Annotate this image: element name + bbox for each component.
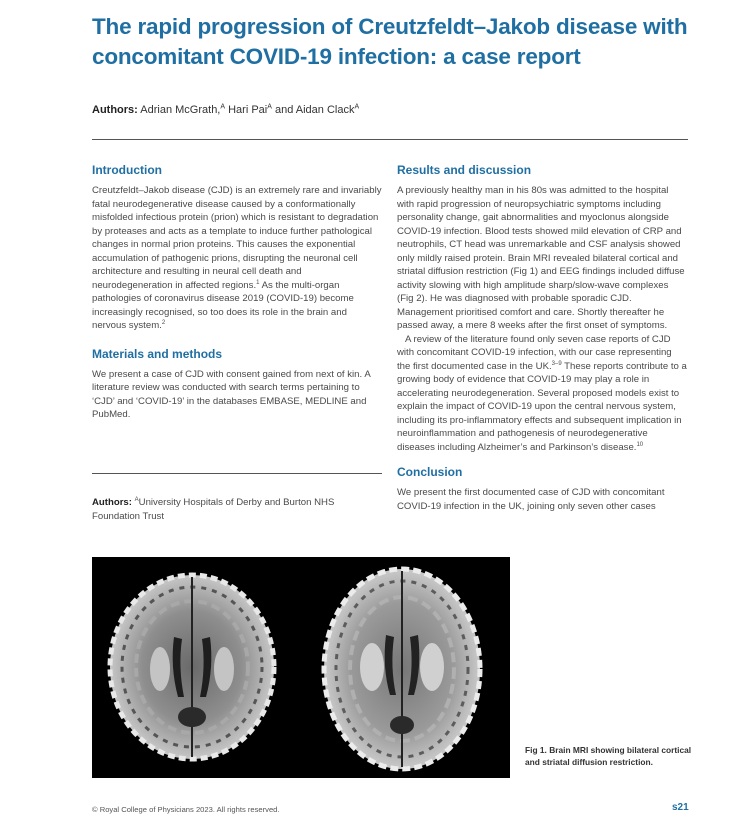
- results-paragraph-2-a: A review of the literature found only seven case reports of CJD with concomitant COVID-19 infection, with our case representing the first documented case in the UK.: [397, 333, 672, 372]
- reference-2: 2: [161, 319, 166, 326]
- introduction-text: [92, 184, 382, 333]
- results-paragraph-2: [397, 333, 687, 455]
- copyright-notice: © Royal College of Physicians 2023. All rights reserved.: [92, 805, 280, 814]
- author-name-1: Adrian McGrath,: [140, 104, 221, 116]
- affiliation-marker: A: [220, 103, 226, 111]
- author-name-2: Hari Pai: [228, 104, 268, 116]
- affiliation-marker: A: [354, 103, 360, 111]
- and-word: and: [274, 104, 294, 116]
- figure-caption: Fig 1. Brain MRI showing bilateral cortical and striatal diffusion restriction.: [525, 745, 692, 767]
- affiliation-label: Authors:: [92, 497, 132, 508]
- results-heading: Results and discussion: [397, 163, 532, 177]
- reference-3-9: 3–9: [551, 360, 562, 367]
- reference-1: 1: [256, 279, 260, 286]
- mri-slice-left: [110, 575, 274, 759]
- article-title: The rapid progression of Creutzfeldt–Jakob disease with concomitant COVID-19 infection: a case report: [92, 14, 688, 69]
- reference-10: 10: [636, 441, 644, 448]
- affiliation-note: [92, 496, 362, 523]
- authors-label: Authors:: [92, 104, 138, 116]
- introduction-text-a: Creutzfeldt–Jakob disease (CJD) is an extremely rare and invariably fatal neurodegenerative disease caused by a conformationally misfolded infectious protein (prion) which is resistant to degradation by proteases and acts as a template to induce further pathological changes in normal prion proteins. This causes the exponential accumulation of pathogenic prions, disrupting the neuronal cell architecture and resulting in neural cell death and neurodegeneration in affected regions.: [92, 185, 382, 291]
- header-divider: [92, 139, 688, 140]
- affiliation-divider: [92, 473, 382, 474]
- materials-heading: Materials and methods: [92, 346, 223, 361]
- introduction-text-b: As the multi-organ pathologies of coronavirus disease 2019 (COVID-19) become increasingly recognised, so too does its role in the brain and nervous system.: [92, 279, 354, 331]
- results-paragraph-1: A previously healthy man in his 80s was admitted to the hospital with rapid progression of neuropsychiatric symptoms including personality change, gait abnormalities and myoclonus alongside COVID-19 infection. Blood tests showed mild elevation of CRP and neutrophils, CT head was unremarkable and CSF analysis showed only mildly raised protein. Brain MRI revealed bilateral cortical and striatal diffusion restriction (Fig 1) and EEG findings included diffuse activity slowing with high amplitude sharp/slow-wave complexes (Fig 2). He was diagnosed with probable sporadic CJD. Management prioritised comfort and care. Shortly thereafter he passed away, a mere 8 weeks after the first onset of symptoms.: [397, 185, 685, 331]
- right-column: [397, 162, 687, 513]
- affiliation-marker: A: [267, 103, 272, 111]
- conclusion-text: We present the first documented case of CJD with concomitant COVID-19 infection in the UK, joining only seven other cases: [397, 487, 665, 512]
- brain-mri-image: [92, 557, 510, 778]
- conclusion-heading: Conclusion: [397, 465, 463, 479]
- author-line: [92, 104, 359, 116]
- results-paragraph-2-b: These reports contribute to a growing body of evidence that COVID-19 may play a role in accelerating neurodegeneration. Several proposed models exist to explain the impact of COVID-19 upon the central nervous system, including its pro-inflammatory effects and subsequent implication in neuroinflammation and pathogenesis of neurodegenerative diseases including Alzheimer’s and Parkinson’s disease.: [397, 360, 687, 453]
- materials-text: We present a case of CJD with consent gained from next of kin. A literature review was conducted with search terms pertaining to ‘CJD’ and ‘COVID-19’ in the databases EMBASE, MEDLINE and PubMed.: [92, 368, 371, 420]
- affiliation-marker: A: [134, 496, 139, 503]
- author-name-3: Aidan Clack: [295, 104, 355, 116]
- mri-slice-right: [324, 569, 480, 769]
- left-column: [92, 162, 382, 422]
- affiliation-text: University Hospitals of Derby and Burton NHS Foundation Trust: [92, 497, 335, 522]
- page-number: s21: [672, 802, 689, 813]
- introduction-heading: Introduction: [92, 163, 162, 177]
- brain-mri-figure: [92, 557, 510, 778]
